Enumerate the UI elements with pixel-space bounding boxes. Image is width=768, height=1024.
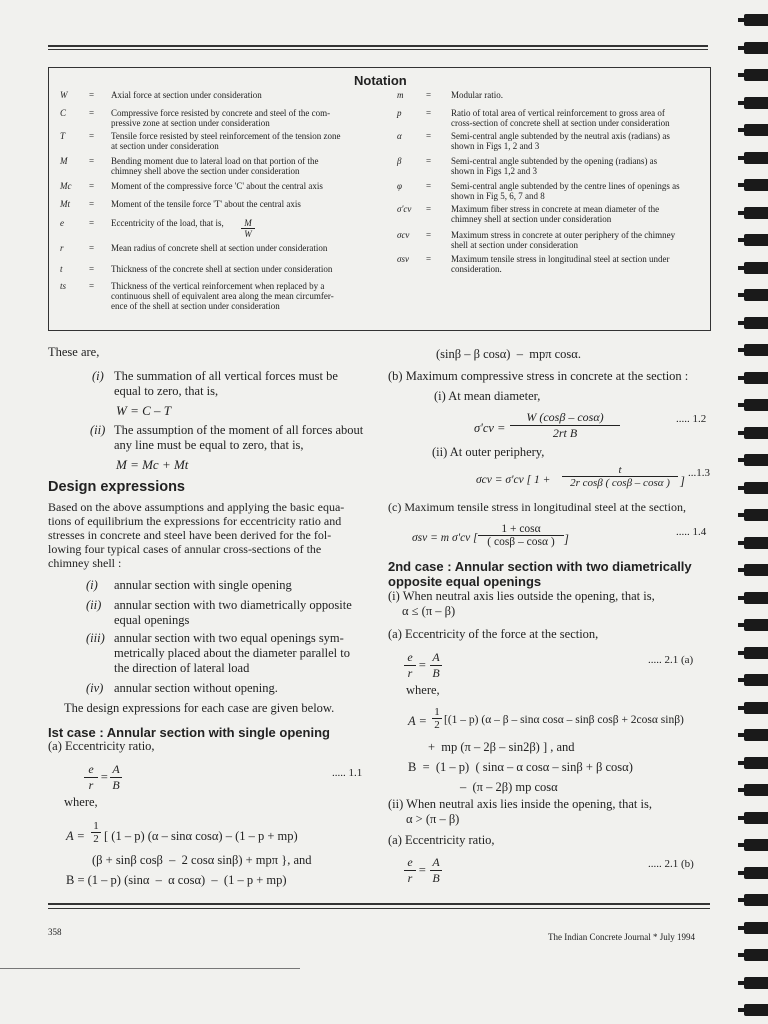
A-lhs: A = xyxy=(66,829,85,843)
A2-half: $\frac{1}{2}$ xyxy=(432,706,442,731)
eq21a-rhs: $\frac{A}{B}$ xyxy=(430,650,442,681)
notation-title: Notation xyxy=(354,73,407,88)
notation-equals: = xyxy=(89,108,95,118)
binding-coil xyxy=(744,399,768,411)
notation-symbol: σsv xyxy=(397,254,409,264)
notation-definition: Eccentricity of the load, that is, xyxy=(111,218,224,228)
notation-box xyxy=(48,67,711,331)
notation-symbol: ts xyxy=(60,281,67,291)
binding-coil xyxy=(744,949,768,961)
notation-equals: = xyxy=(426,131,432,141)
eq21a-number: ..... 2.1 (a) xyxy=(648,654,694,666)
case-number: (ii) xyxy=(86,598,102,612)
notation-equals: = xyxy=(89,199,95,209)
notation-definition: Semi-central angle subtended by the centre lines of openings as shown in Fig 5, 6, 7 and 8 xyxy=(451,181,680,201)
notation-equals: = xyxy=(89,243,95,253)
bottom-rule-thin xyxy=(48,908,710,909)
notation-symbol: T xyxy=(60,131,66,141)
binding-coil xyxy=(744,42,768,54)
notation-equals: = xyxy=(89,264,95,274)
item-i-number: (i) xyxy=(92,369,104,383)
c-max-tensile: (c) Maximum tensile stress in longitudinal steel at the section, xyxy=(388,500,686,514)
eq21b-lhs: $\frac{e}{r}$ xyxy=(404,855,416,886)
binding-coil xyxy=(744,69,768,81)
notation-definition: Thickness of the concrete shell at section under consideration xyxy=(111,264,333,274)
eq11-rhs: $\frac{A}{B}$ xyxy=(110,762,122,793)
eq14-lhs: σsv = m σ'cv [ xyxy=(412,532,478,544)
notation-equals: = xyxy=(89,218,95,228)
eq21a-lhs: $\frac{e}{r}$ xyxy=(404,650,416,681)
top-rule xyxy=(48,45,708,47)
notation-definition: Moment of the compressive force 'C' about the central axis xyxy=(111,181,323,191)
notation-definition: Bending moment due to lateral load on that portion of the chimney shell above the section under consideration xyxy=(111,156,319,176)
notation-symbol: p xyxy=(397,108,402,118)
binding-coil xyxy=(744,922,768,934)
eq11-number: ..... 1.1 xyxy=(332,767,363,779)
eq11-equals: = xyxy=(100,770,109,784)
notation-symbol: t xyxy=(60,264,63,274)
where-right: where, xyxy=(406,683,440,697)
notation-symbol: σ'cv xyxy=(397,204,412,214)
binding-coil xyxy=(744,1004,768,1016)
notation-symbol: W xyxy=(60,90,68,100)
B2-line1: B = (1 – p) ( sinα – α cosα – sinβ + β cosα) xyxy=(408,760,633,774)
notation-definition: Compressive force resisted by concrete and steel of the com- pressive zone at section under consideration xyxy=(111,108,331,128)
eq12-number: ..... 1.2 xyxy=(676,413,707,425)
notation-symbol: Mt xyxy=(60,199,70,209)
case-number: (iii) xyxy=(86,631,105,645)
eq21a-equals: = xyxy=(418,658,427,672)
binding-coil xyxy=(744,537,768,549)
notation-definition: Mean radius of concrete shell at section under consideration xyxy=(111,243,328,253)
case-text: annular section with single opening xyxy=(114,578,292,592)
eq12-lhs: σ'cv = xyxy=(474,421,506,435)
notation-equals: = xyxy=(426,181,432,191)
a-eccentricity-force: (a) Eccentricity of the force at the section, xyxy=(388,627,599,641)
binding-coil xyxy=(744,97,768,109)
notation-equals: = xyxy=(89,90,95,100)
eccentricity-ratio-label: (a) Eccentricity ratio, xyxy=(48,739,155,753)
case-number: (iv) xyxy=(86,681,104,695)
notation-definition: Maximum fiber stress in concrete at mean diameter of the chimney shell at section under consideration xyxy=(451,204,660,224)
notation-symbol: r xyxy=(60,243,64,253)
notation-equals: = xyxy=(426,108,432,118)
eq13-number: ...1.3 xyxy=(688,467,710,479)
eq14-fraction: $\frac{1 + \cos\alpha}{( \cos\beta - \cos\alpha )}$ xyxy=(478,523,564,548)
binding-coil xyxy=(744,234,768,246)
case-number: (i) xyxy=(86,578,98,592)
case-text: annular section without opening. xyxy=(114,681,278,695)
eq13-lhs: σcv = σ'cv [ 1 + xyxy=(476,474,551,486)
binding-coil xyxy=(744,152,768,164)
notation-definition: Axial force at section under consideration xyxy=(111,90,262,100)
i-condition: α ≤ (π – β) xyxy=(402,604,456,618)
bottom-rule xyxy=(48,903,710,905)
eq21b-number: ..... 2.1 (b) xyxy=(648,858,694,870)
at-outer-periphery: (ii) At outer periphery, xyxy=(432,445,545,459)
notation-symbol: φ xyxy=(397,181,402,191)
binding-coil xyxy=(744,564,768,576)
eq14-end: ] xyxy=(564,532,569,546)
at-mean-diameter: (i) At mean diameter, xyxy=(434,389,541,403)
binding-coil xyxy=(744,289,768,301)
notation-definition: Moment of the tensile force 'T' about the central axis xyxy=(111,199,301,209)
eq12-fraction: $\frac{W (\cos\beta - \cos\alpha)}{\text{2rt B}}$ xyxy=(510,410,620,441)
notation-equals: = xyxy=(89,131,95,141)
binding-coil xyxy=(744,894,768,906)
continuation-line: (sinβ – β cosα) – mpπ cosα. xyxy=(436,347,581,361)
notation-definition: Tensile force resisted by steel reinforcement of the tension zone at section under consideration xyxy=(111,131,341,151)
notation-equals: = xyxy=(426,90,432,100)
binding-coil xyxy=(744,262,768,274)
eq21b-rhs: $\frac{A}{B}$ xyxy=(430,855,442,886)
item-ii-number: (ii) xyxy=(90,423,106,437)
binding-coil xyxy=(744,977,768,989)
notation-equals: = xyxy=(426,204,432,214)
eq13-end: ] xyxy=(680,474,685,488)
equation-w: W = C – T xyxy=(116,403,172,418)
top-rule-thin xyxy=(48,49,708,50)
equation-m: M = Mc + Mt xyxy=(116,457,189,472)
notation-symbol: σcv xyxy=(397,230,410,240)
journal-footer: The Indian Concrete Journal * July 1994 xyxy=(548,932,695,942)
binding-coil xyxy=(744,509,768,521)
where-left: where, xyxy=(64,795,98,809)
binding-coil xyxy=(744,592,768,604)
notation-equals: = xyxy=(426,254,432,264)
notation-definition: Semi-central angle subtended by the neutral axis (radians) as shown in Figs 1, 2 and 3 xyxy=(451,131,670,151)
notation-definition: Ratio of total area of vertical reinforcement to gross area of cross-section of concrete shell at section under consideration xyxy=(451,108,670,128)
notation-symbol: β xyxy=(397,156,402,166)
binding-coil xyxy=(744,344,768,356)
A-half: $\frac{1}{2}$ xyxy=(91,820,101,845)
A2-line2: + mp (π – 2β – sin2β) ] , and xyxy=(428,740,575,754)
binding-coil xyxy=(744,647,768,659)
eq13-fraction: $\frac{t}{\text{2r cosβ ( cosβ – cosα )}}$ xyxy=(562,464,678,489)
notation-definition: Thickness of the vertical reinforcement when replaced by a continuous shell of equivalent area along the mean circumfer- ence of the shell at section under consideration xyxy=(111,281,334,311)
binding-coil xyxy=(744,14,768,26)
case-text: annular section with two equal openings sym- metrically placed about the diameter parallel to the direction of lateral load xyxy=(114,631,351,675)
item-i-text: The summation of all vertical forces must be equal to zero, that is, xyxy=(114,369,338,398)
notation-equals: = xyxy=(89,281,95,291)
binding-coil xyxy=(744,729,768,741)
binding-coil xyxy=(744,482,768,494)
notation-equals: = xyxy=(89,156,95,166)
A2-line1: [(1 – p) (α – β – sinα cosα – sinβ cosβ + 2cosα sinβ) xyxy=(444,714,684,726)
eq11-lhs: $\frac{e}{r}$ xyxy=(84,762,98,793)
A-line1: [ (1 – p) (α – sinα cosα) – (1 – p + mp) xyxy=(104,829,298,843)
notation-symbol: Mc xyxy=(60,181,72,191)
binding-coil xyxy=(744,179,768,191)
eccentricity-fraction: $\frac{M}{W}$ xyxy=(241,218,255,239)
design-paragraph: Based on the above assumptions and applying the basic equa- tions of equilibrium the expressions for eccentricity ratio and stresses in concrete and steel have been derived for the fol- lowing four typical cases of annular cross-sections of the chimney shell : xyxy=(48,500,345,570)
binding-coil xyxy=(744,124,768,136)
a-eccentricity-ratio: (a) Eccentricity ratio, xyxy=(388,833,495,847)
notation-equals: = xyxy=(426,230,432,240)
notation-symbol: α xyxy=(397,131,402,141)
these-are: These are, xyxy=(48,345,100,359)
binding-coil xyxy=(744,867,768,879)
binding-coil xyxy=(744,317,768,329)
notation-equals: = xyxy=(426,156,432,166)
A-line2: (β + sinβ cosβ – 2 cosα sinβ) + mpπ }, and xyxy=(92,853,312,867)
ii-condition: α > (π – β) xyxy=(406,812,460,826)
ii-neutral-inside: (ii) When neutral axis lies inside the opening, that is, xyxy=(388,797,652,811)
binding-coil xyxy=(744,702,768,714)
notation-definition: Maximum stress in concrete at outer periphery of the chimney shell at section under consideration xyxy=(451,230,676,250)
binding-coil xyxy=(744,427,768,439)
B2-line2: – (π – 2β) mp cosα xyxy=(460,780,558,794)
heading-design-expressions: Design expressions xyxy=(48,479,185,495)
binding-coil xyxy=(744,839,768,851)
case-text: annular section with two diametrically opposite equal openings xyxy=(114,598,352,627)
binding-coil xyxy=(744,812,768,824)
notation-symbol: M xyxy=(60,156,68,166)
notation-symbol: m xyxy=(397,90,404,100)
B-line: B = (1 – p) (sinα – α cosα) – (1 – p + mp) xyxy=(66,873,287,887)
eq14-number: ..... 1.4 xyxy=(676,526,707,538)
heading-case-1: Ist case : Annular section with single opening xyxy=(48,725,330,740)
b-max-compressive: (b) Maximum compressive stress in concrete at the section : xyxy=(388,369,689,383)
scan-edge xyxy=(0,968,300,969)
binding-coil xyxy=(744,207,768,219)
A2-lhs: A = xyxy=(408,714,427,728)
binding-coil xyxy=(744,454,768,466)
binding-coil xyxy=(744,674,768,686)
item-ii-text: The assumption of the moment of all forces about any line must be equal to zero, that is, xyxy=(114,423,364,452)
i-neutral-outside: (i) When neutral axis lies outside the opening, that is, xyxy=(388,589,655,603)
binding-coil xyxy=(744,757,768,769)
notation-definition: Modular ratio. xyxy=(451,90,503,100)
notation-equals: = xyxy=(89,181,95,191)
notation-definition: Maximum tensile stress in longitudinal steel at section under consideration. xyxy=(451,254,670,274)
heading-case-2: 2nd case : Annular section with two diametrically opposite equal openings xyxy=(388,559,692,589)
binding-coil xyxy=(744,372,768,384)
eq21b-equals: = xyxy=(418,863,427,877)
notation-symbol: e xyxy=(60,218,64,228)
page-number: 358 xyxy=(48,927,62,937)
binding-coil xyxy=(744,784,768,796)
notation-definition: Semi-central angle subtended by the opening (radians) as shown in Figs 1,2 and 3 xyxy=(451,156,658,176)
notation-symbol: C xyxy=(60,108,67,118)
binding-coil xyxy=(744,619,768,631)
design-given: The design expressions for each case are given below. xyxy=(64,701,335,715)
